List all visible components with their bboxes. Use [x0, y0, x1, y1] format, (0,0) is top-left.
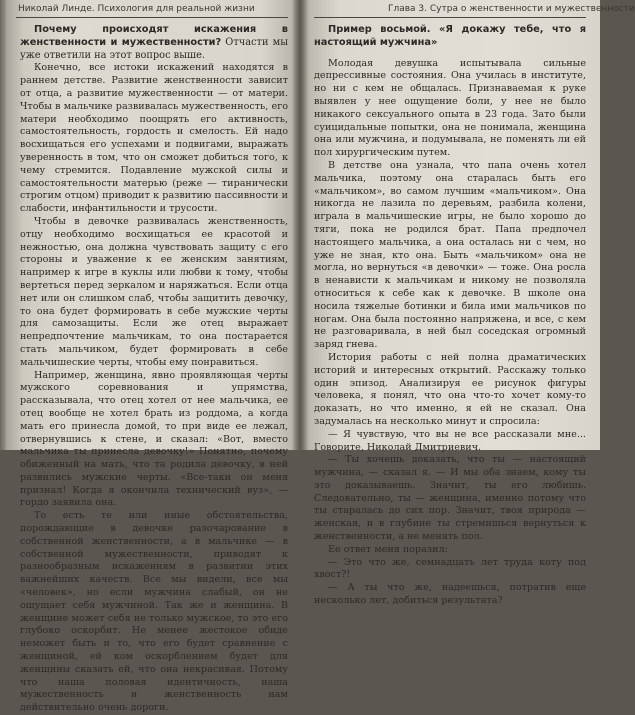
running-head-left: Николай Линде. Психология для реальной жизни — [18, 4, 255, 14]
left-page-text — [20, 24, 288, 715]
example-heading: Пример восьмой. «Я докажу тебе, что я настоящий мужчина» — [314, 24, 586, 48]
section-heading-left — [20, 24, 288, 62]
header-rule-right — [314, 17, 586, 18]
paragraph: История работы с ней полна драматических историй и интересных открытий. Расскажу только один эпизод. Анализируя ее рисунок фигуры человека, я понял, что она что-то хочет кому-то доказать, но что именно, я ей не сказал. Она задумалась на несколько минут и спросила: — [314, 351, 586, 427]
dialogue-line: — А ты что же, надеешься, потратив еще несколько лет, добиться результата? — [314, 582, 586, 607]
section-heading-left-title: Почему происходят искажения в женственности и мужественности? — [20, 24, 288, 48]
header-rule-left — [16, 17, 288, 18]
paragraph: В детстве она узнала, что папа очень хотел мальчика, поэтому она старалась быть его «мальчиком», во самом лучшим «мальчиком». Она никогда не лазила по деревьям, разбила колени, играла в мальчишеские игры, не было хорошо до тяги, пока не родился брат. Папа предпочел настоящего мальчика, а она осталась ни с чем, но уже не зная, кто она. Быть «мальчиком» она не могла, но вернуться «в девочки» — тоже. Она росла в ненависти к мальчикам и никому не позволяла относиться к себе как к девочке. В школе она носила тяжелые ботинки и била ими мальчиков по ногам. Она была постоянно напряжена, и все, с кем не разговаривала, в ней был соседская огромный заряд гнева. — [314, 159, 586, 351]
paragraph: Ее ответ меня поразил: — [328, 543, 448, 555]
paragraph: Чтобы в девочке развивалась женственность, отцу необходимо восхищаться ее красотой и нежностью, она должна чувствовать защиту с его стороны и уважение к ее женским занятиям, например к игре в куклы или любви к тому, чтобы вертеться перед зеркалом и наряжаться. Если отца нет или он слишком слаб, чтобы защитить девочку, то она будет формировать в себе мужские черты для самозащиты. Если же отец выражает непредпочтение мальчикам, то она постарается стать мальчиком, будет формировать в себе мальчишеские черты, чтобы ему понравиться. — [20, 215, 288, 368]
right-page-text — [314, 24, 586, 608]
section-heading-left-tail: Отчасти мы уже ответили на этот вопрос выше. — [20, 36, 289, 61]
paragraph: То есть те или иные обстоятельства, порождающие в девочке разочарование в собственной женственности, а в мальчике — в собственной мужественности, приводят к разнообразным искажениям в развитии этих важнейших качеств. Все мы видели, все мы «человек», но если мужчина слабый, он не ощущает себя мужчиной. Так же и женщина. В женщине может себя не только мужское, то это его глубоко оскорбит. Не менее жестокое обиде неможет быть и то, что его будет сравнение с женщиной, ей ком оскорблением будет для женщины сказать ей, что она некрасивая. Потому что наша половая идентичность, наша мужественность и женственность нам действительно очень дороги. — [20, 510, 288, 714]
dialogue-line: — Ты хочешь доказать, что ты — настоящий мужчина, — сказал я. — И мы оба знаем, кому ты это доказываешь. Значит, ты его любишь. Следовательно, ты — женщина, именно потому что ты старалась до сих пор. Значит, твоя природа — женская, и в глубине ты стремишься вернуться к женственности, а не менять пол. — [314, 454, 586, 543]
dialogue-line: — Я чувствую, что вы не все рассказали мне... Говорите, Николай Дмитриевич. — [314, 428, 586, 453]
paragraph: Например, женщина, явно проявляющая черты мужского соревнования и упрямства, рассказывала, что отец хотел от нее мальчика, ее отец вообще не хотел брать из роддома, а когда мать его принесла домой, то при виде ее лежал, отвернувшись к стене, и сказал: «Вот, вместо мальчика ты принесла девочку!» Понятно, почему обиженный на мать, что та родила девочку, в ней развились мужские черты. «Все-таки он меня признал! Когда я окончила технический вуз», — гордо заявила она. — [20, 369, 288, 509]
left-page — [6, 0, 300, 714]
running-head-right: Глава 3. Сутра о женственности и мужественности — [388, 4, 635, 14]
dialogue-line: — Это что же, семнадцать лет труда коту под хвост?! — [314, 556, 586, 581]
right-page — [300, 0, 635, 607]
book-gutter — [292, 0, 308, 450]
paragraph: Молодая девушка испытывала сильные депрессивные состояния. Она училась в институте, но ни с кем не общалась. Признаваемая к руке выявлен у нее ощущение боли, у нее не было никакого сексуального опыта в 23 года. Зато были суицидальные попытки, она не понимала, женщина она или мужчина, и подумывала, не поменять ли ей пол хирургическим путем. — [314, 57, 586, 159]
paragraph: Конечно, все истоки искажений находятся в раннем детстве. Развитие женственности зависит от отца, а развитие мужественности — от матери. Чтобы в мальчике развивалась мужественность, его матери необходимо поощрять его активность, самостоятельность, гордость и смелость. Ей надо восхищаться его успехами и подвигами, выражать уверенность в том, что он сможет добиться того, к чему стремится. Подавление мужской силы и самостоятельности матерью (реже — тиранически строгим отцом) приводит к развитию пассивности и слабости, инфантильности и трусости. — [20, 62, 288, 215]
